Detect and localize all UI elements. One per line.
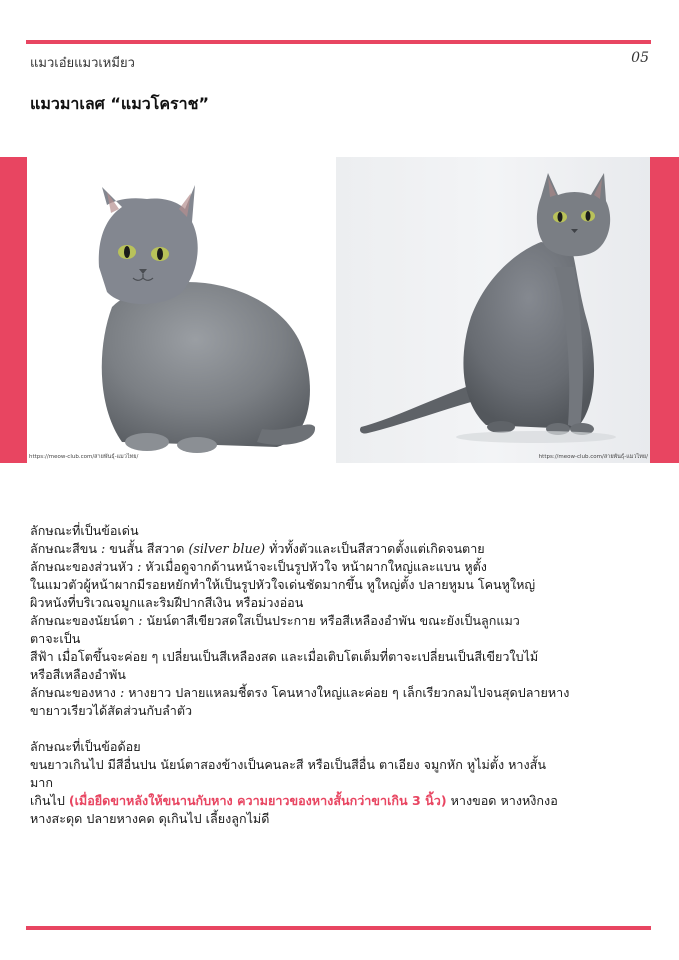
coat-text: ขนสั้น สีสวาด [109, 541, 189, 556]
eye-line-2: ตาจะเป็น [30, 631, 81, 646]
eye-line-3: สีฟ้า เมื่อโตขึ้นจะค่อย ๆ เปลี่ยนเป็นสีเหลืองสด และเมื่อเติบโตเต็มที่ตาจะเปลี่ยนเป็นสีเขียวใบไม้ [30, 649, 539, 664]
tail-length-note: (เมื่อยืดขาหลังให้ขนานกับหาง ความยาวของหางสั้นกว่าขาเกิน 3 นิ้ว) [68, 793, 447, 808]
bottom-rule [26, 926, 651, 930]
weakness-line-1: ขนยาวเกินไป มีสีอื่นปน นัยน์ตาสองข้างเป็นคนละสี หรือเป็นสีอื่น ตาเอียง จมูกหัก หูไม่ตั้ง หางสั้น [30, 757, 546, 772]
tail-colon: : [115, 685, 129, 700]
tail-line-2: ขายาวเรียวได้สัดส่วนกับลำตัว [30, 703, 193, 718]
left-accent-bar [0, 157, 27, 463]
head-line-3: ผิวหนังที่บริเวณจมูกและริมฝีปากสีเงิน หรือม่วงอ่อน [30, 595, 304, 610]
head-description [30, 558, 650, 576]
coat-description [30, 540, 650, 558]
weakness-line-3-start: เกินไป [30, 793, 69, 808]
page-number: 05 [631, 50, 649, 66]
eye-text: นัยน์ตาสีเขียวสดใสเป็นประกาย หรือสีเหลืองอำพัน ขณะยังเป็นลูกแมว [146, 613, 520, 628]
tail-label: ลักษณะของหาง [30, 685, 116, 700]
strengths-heading: ลักษณะที่เป็นข้อเด่น [30, 523, 139, 538]
section-gap [30, 720, 650, 738]
coat-label: ลักษณะสีขน [30, 541, 97, 556]
right-accent-bar [650, 157, 679, 463]
coat-english: (silver blue) [188, 541, 266, 556]
eye-label: ลักษณะของนัยน์ตา [30, 613, 135, 628]
head-text: หัวเมื่อดูจากด้านหน้าจะเป็นรูปหัวใจ หน้าผากใหญ่และแบน หูตั้ง [145, 559, 487, 574]
coat-colon: : [97, 541, 110, 556]
eye-description [30, 612, 650, 630]
top-rule [26, 40, 651, 44]
photo-credit-left: https://meow-club.com/สายพันธุ์-แมวไทย/ [29, 454, 139, 460]
head-line-2: ในแมวตัวผู้หน้าผากมีรอยหยักทำให้เป็นรูปหัวใจเด่นชัดมากขึ้น หูใหญ่ตั้ง ปลายหูมน โคนหูใหญ่ [30, 577, 536, 592]
eye-colon: : [134, 613, 147, 628]
coat-rest: ทั่วทั้งตัวและเป็นสีสวาดตั้งแต่เกิดจนตาย [265, 541, 485, 556]
head-label: ลักษณะของส่วนหัว [30, 559, 134, 574]
cat-photo-sitting [336, 157, 650, 463]
weakness-line-3 [30, 792, 650, 810]
running-head: แมวเอ๋ยแมวเหมียว [30, 56, 135, 71]
photo-credit-right: https://meow-club.com/สายพันธุ์-แมวไทย/ [538, 454, 648, 460]
weakness-line-3-end: หางขอด หางหงิกงอ [446, 793, 558, 808]
weakness-line-2: มาก [30, 775, 53, 790]
weakness-line-4: หางสะดุด ปลายหางคด ดุเกินไป เลี้ยงลูกไม่ดี [30, 811, 270, 826]
eye-line-4: หรือสีเหลืองอำพัน [30, 667, 126, 682]
cat-photo-crouching [27, 157, 330, 463]
tail-description [30, 684, 650, 702]
head-colon: : [133, 559, 146, 574]
crouching-cat-illustration [27, 157, 330, 463]
tail-text: หางยาว ปลายแหลมชี้ตรง โคนหางใหญ่และค่อย ๆ เล็กเรียวกลมไปจนสุดปลายหาง [128, 685, 570, 700]
body-text [30, 522, 650, 828]
sitting-cat-illustration [336, 157, 650, 463]
page-title: แมวมาเลศ “แมวโคราช” [30, 94, 209, 113]
weaknesses-heading: ลักษณะที่เป็นข้อด้อย [30, 739, 141, 754]
